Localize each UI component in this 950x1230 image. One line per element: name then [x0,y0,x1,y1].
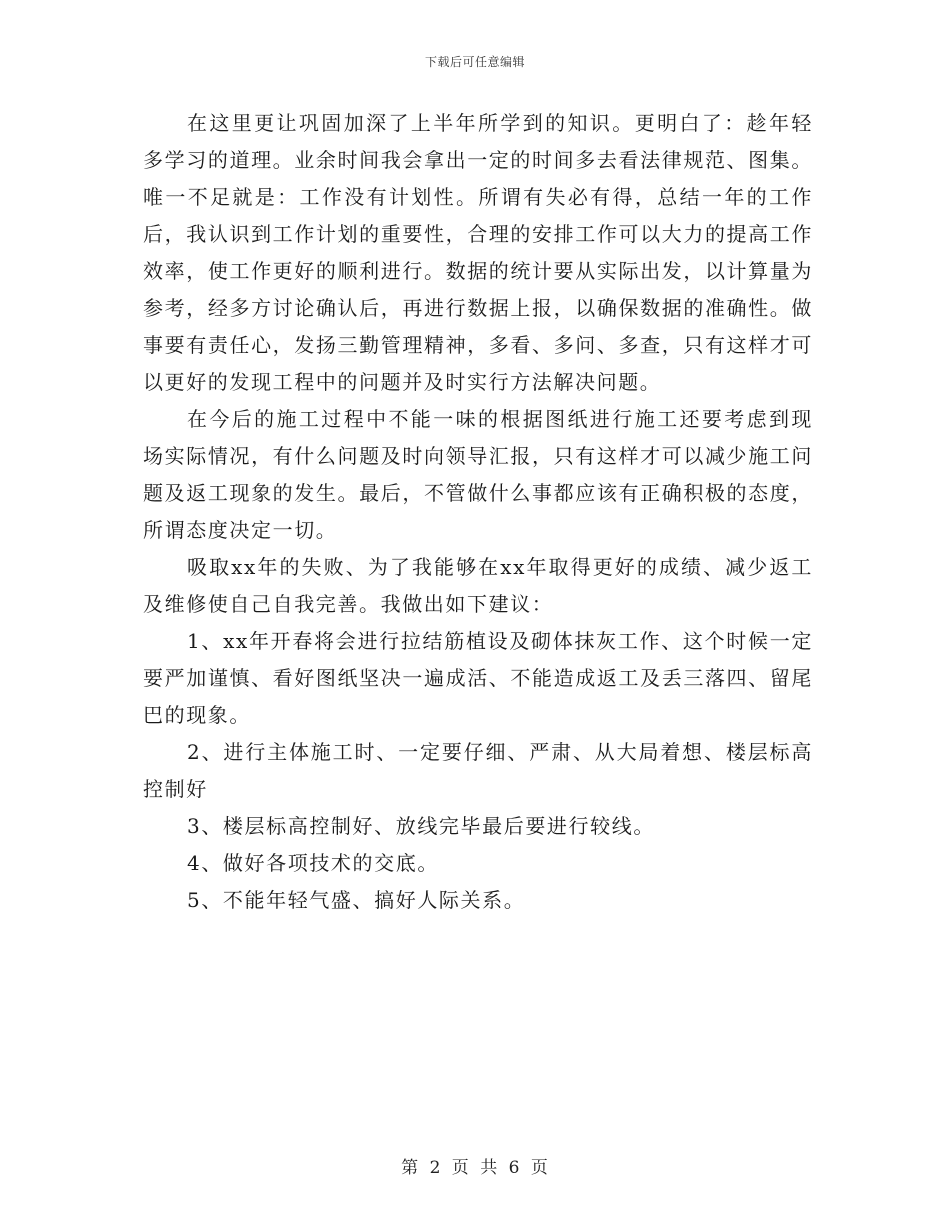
list-item: 3、楼层标高控制好、放线完毕最后要进行较线。 [187,814,655,838]
page-number: 第 2 页 共 6 页 [401,1158,549,1178]
body-text [143,105,813,919]
list-item: 1、xx年开春将会进行拉结筋植设及砌体抹灰工作、这个时候一定要严加谨慎、看好图纸坚决一遍成活、不能造成返工及丢三落四、留尾巴的现象。 [143,629,813,727]
paragraph: 在今后的施工过程中不能一味的根据图纸进行施工还要考虑到现场实际情况，有什么问题及时向领导汇报，只有这样才可以减少施工问题及返工现象的发生。最后，不管做什么事都应该有正确积极的态度，所谓态度决定一切。 [143,407,813,542]
list-item: 4、做好各项技术的交底。 [187,851,439,875]
paragraph: 在这里更让巩固加深了上半年所学到的知识。更明白了：趁年轻多学习的道理。业余时间我会拿出一定的时间多去看法律规范、图集。唯一不足就是：工作没有计划性。所谓有失必有得，总结一年的工作后，我认识到工作计划的重要性，合理的安排工作可以大力的提高工作效率，使工作更好的顺利进行。数据的统计要从实际出发，以计算量为参考，经多方讨论确认后，再进行数据上报，以确保数据的准确性。做事要有责任心，发扬三勤管理精神，多看、多问、多查，只有这样才可以更好的发现工程中的问题并及时实行方法解决问题。 [143,111,813,394]
list-item: 5、不能年轻气盛、搞好人际关系。 [187,888,526,912]
page-header: 下载后可任意编辑 [424,55,525,69]
list-item: 2、进行主体施工时、一定要仔细、严肃、从大局着想、楼层标高控制好 [143,740,813,801]
paragraph: 吸取xx年的失败、为了我能够在xx年取得更好的成绩、减少返工及维修使自己自我完善。我做出如下建议： [143,555,813,616]
